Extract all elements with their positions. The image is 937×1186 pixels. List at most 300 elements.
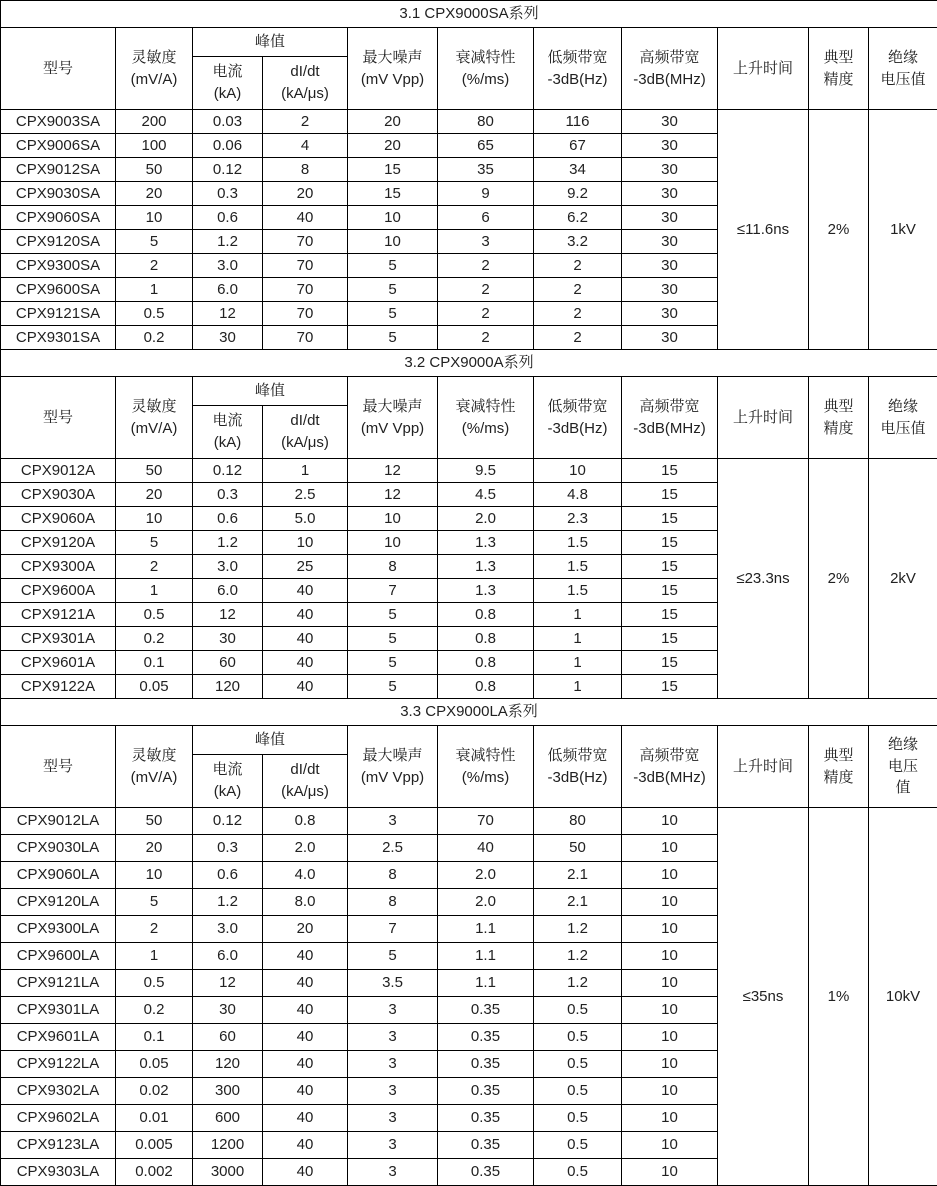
header-high-freq-bw-line: 高频带宽 xyxy=(624,745,715,767)
header-model xyxy=(1,726,116,808)
header-peak-line: 峰值 xyxy=(195,380,345,402)
header-max-noise xyxy=(348,28,438,110)
cell-low-freq-bw: 1.2 xyxy=(534,943,622,970)
cell-sensitivity: 5 xyxy=(116,889,193,916)
cell-max-noise: 3 xyxy=(348,1078,438,1105)
header-rise-time-line: 上升时间 xyxy=(720,407,806,429)
cell-sensitivity: 0.02 xyxy=(116,1078,193,1105)
cell-sensitivity: 0.5 xyxy=(116,970,193,997)
header-insulation-line: 绝缘 xyxy=(871,396,935,418)
cell-max-noise: 5 xyxy=(348,326,438,350)
section-title: 3.3 CPX9000LA系列 xyxy=(1,699,937,726)
header-attenuation xyxy=(438,377,534,459)
header-didt-line: (kA/μs) xyxy=(265,781,345,803)
cell-sensitivity: 5 xyxy=(116,531,193,555)
cell-current: 1.2 xyxy=(193,531,263,555)
cell-didt: 20 xyxy=(263,182,348,206)
cell-high-freq-bw: 10 xyxy=(622,916,718,943)
cell-low-freq-bw: 1.5 xyxy=(534,579,622,603)
cell-current: 1.2 xyxy=(193,230,263,254)
cell-max-noise: 2.5 xyxy=(348,835,438,862)
cell-max-noise: 3 xyxy=(348,1051,438,1078)
cell-attenuation: 0.35 xyxy=(438,1051,534,1078)
cell-sensitivity: 0.002 xyxy=(116,1159,193,1186)
header-insulation-line: 电压值 xyxy=(871,418,935,440)
cell-current: 0.06 xyxy=(193,134,263,158)
cell-high-freq-bw: 15 xyxy=(622,483,718,507)
cell-model: CPX9120SA xyxy=(1,230,116,254)
cell-low-freq-bw: 6.2 xyxy=(534,206,622,230)
header-low-freq-bw-line: 低频带宽 xyxy=(536,396,619,418)
cell-low-freq-bw: 1.2 xyxy=(534,970,622,997)
cell-didt: 40 xyxy=(263,1159,348,1186)
cell-attenuation: 2.0 xyxy=(438,889,534,916)
cell-didt: 40 xyxy=(263,943,348,970)
cell-high-freq-bw: 15 xyxy=(622,651,718,675)
cell-sensitivity: 1 xyxy=(116,278,193,302)
cell-sensitivity: 200 xyxy=(116,110,193,134)
cell-high-freq-bw: 30 xyxy=(622,326,718,350)
cell-low-freq-bw: 1 xyxy=(534,603,622,627)
cell-max-noise: 3 xyxy=(348,997,438,1024)
cell-high-freq-bw: 10 xyxy=(622,1159,718,1186)
cell-current: 3.0 xyxy=(193,916,263,943)
cell-model: CPX9121SA xyxy=(1,302,116,326)
cell-rise-time: ≤23.3ns xyxy=(718,459,809,699)
cell-current: 3000 xyxy=(193,1159,263,1186)
header-attenuation-line: 衰减特性 xyxy=(440,396,531,418)
header-high-freq-bw xyxy=(622,377,718,459)
cell-high-freq-bw: 10 xyxy=(622,1078,718,1105)
cell-didt: 20 xyxy=(263,916,348,943)
cell-attenuation: 2 xyxy=(438,254,534,278)
cell-didt: 70 xyxy=(263,326,348,350)
cell-attenuation: 9 xyxy=(438,182,534,206)
cell-low-freq-bw: 2 xyxy=(534,278,622,302)
header-model xyxy=(1,28,116,110)
cell-max-noise: 5 xyxy=(348,254,438,278)
cell-low-freq-bw: 9.2 xyxy=(534,182,622,206)
header-sensitivity-line: (mV/A) xyxy=(118,767,190,789)
header-low-freq-bw-line: -3dB(Hz) xyxy=(536,767,619,789)
cell-max-noise: 5 xyxy=(348,651,438,675)
cell-sensitivity: 1 xyxy=(116,579,193,603)
cell-low-freq-bw: 0.5 xyxy=(534,1159,622,1186)
cell-attenuation: 1.1 xyxy=(438,943,534,970)
cell-high-freq-bw: 10 xyxy=(622,835,718,862)
cell-low-freq-bw: 2.3 xyxy=(534,507,622,531)
cell-model: CPX9121LA xyxy=(1,970,116,997)
header-current-line: 电流 xyxy=(195,61,260,83)
header-high-freq-bw xyxy=(622,726,718,808)
cell-max-noise: 15 xyxy=(348,158,438,182)
header-low-freq-bw-line: -3dB(Hz) xyxy=(536,418,619,440)
header-rise-time xyxy=(718,377,809,459)
cell-high-freq-bw: 10 xyxy=(622,889,718,916)
cell-high-freq-bw: 15 xyxy=(622,675,718,699)
cell-high-freq-bw: 10 xyxy=(622,1024,718,1051)
cell-current: 0.12 xyxy=(193,158,263,182)
header-peak xyxy=(193,726,348,755)
cell-accuracy: 1% xyxy=(809,808,869,1186)
cell-sensitivity: 0.1 xyxy=(116,1024,193,1051)
cell-attenuation: 6 xyxy=(438,206,534,230)
header-rise-time xyxy=(718,28,809,110)
cell-low-freq-bw: 2.1 xyxy=(534,889,622,916)
cell-attenuation: 2 xyxy=(438,302,534,326)
header-max-noise-line: (mV Vpp) xyxy=(350,69,435,91)
cell-attenuation: 3 xyxy=(438,230,534,254)
cell-low-freq-bw: 1 xyxy=(534,627,622,651)
cell-attenuation: 0.35 xyxy=(438,1159,534,1186)
cell-model: CPX9301A xyxy=(1,627,116,651)
cell-high-freq-bw: 15 xyxy=(622,603,718,627)
header-didt xyxy=(263,57,348,110)
cell-current: 3.0 xyxy=(193,555,263,579)
cell-attenuation: 1.1 xyxy=(438,916,534,943)
cell-low-freq-bw: 1.2 xyxy=(534,916,622,943)
header-attenuation xyxy=(438,28,534,110)
cell-model: CPX9600LA xyxy=(1,943,116,970)
cell-didt: 70 xyxy=(263,302,348,326)
header-accuracy-line: 典型 xyxy=(811,47,866,69)
cell-rise-time: ≤11.6ns xyxy=(718,110,809,350)
cell-model: CPX9060SA xyxy=(1,206,116,230)
header-current xyxy=(193,406,263,459)
header-max-noise xyxy=(348,726,438,808)
cell-model: CPX9012LA xyxy=(1,808,116,835)
cell-low-freq-bw: 0.5 xyxy=(534,1078,622,1105)
header-sensitivity xyxy=(116,726,193,808)
cell-low-freq-bw: 0.5 xyxy=(534,1051,622,1078)
header-sensitivity-line: 灵敏度 xyxy=(118,396,190,418)
header-high-freq-bw-line: -3dB(MHz) xyxy=(624,69,715,91)
cell-model: CPX9300SA xyxy=(1,254,116,278)
cell-low-freq-bw: 0.5 xyxy=(534,1105,622,1132)
cell-high-freq-bw: 15 xyxy=(622,531,718,555)
cell-current: 6.0 xyxy=(193,278,263,302)
cell-didt: 5.0 xyxy=(263,507,348,531)
cell-model: CPX9030SA xyxy=(1,182,116,206)
cell-attenuation: 0.35 xyxy=(438,1078,534,1105)
cell-current: 30 xyxy=(193,326,263,350)
cell-accuracy: 2% xyxy=(809,459,869,699)
cell-current: 600 xyxy=(193,1105,263,1132)
cell-sensitivity: 0.2 xyxy=(116,627,193,651)
header-attenuation-line: 衰减特性 xyxy=(440,745,531,767)
header-high-freq-bw-line: 高频带宽 xyxy=(624,47,715,69)
cell-model: CPX9121A xyxy=(1,603,116,627)
header-sensitivity-line: 灵敏度 xyxy=(118,745,190,767)
header-insulation xyxy=(869,377,937,459)
section-title: 3.2 CPX9000A系列 xyxy=(1,350,937,377)
header-didt-line: dI/dt xyxy=(265,61,345,83)
cell-attenuation: 0.35 xyxy=(438,997,534,1024)
cell-model: CPX9120A xyxy=(1,531,116,555)
header-model-line: 型号 xyxy=(3,756,113,778)
cell-low-freq-bw: 1 xyxy=(534,651,622,675)
cell-attenuation: 40 xyxy=(438,835,534,862)
cell-max-noise: 3 xyxy=(348,1159,438,1186)
header-sensitivity xyxy=(116,377,193,459)
cell-attenuation: 0.8 xyxy=(438,627,534,651)
cell-sensitivity: 0.005 xyxy=(116,1132,193,1159)
header-accuracy xyxy=(809,377,869,459)
cell-current: 0.6 xyxy=(193,206,263,230)
cell-high-freq-bw: 30 xyxy=(622,230,718,254)
section-title: 3.1 CPX9000SA系列 xyxy=(1,1,937,28)
cell-high-freq-bw: 10 xyxy=(622,1132,718,1159)
cell-didt: 40 xyxy=(263,627,348,651)
cell-high-freq-bw: 30 xyxy=(622,110,718,134)
cell-low-freq-bw: 34 xyxy=(534,158,622,182)
cell-model: CPX9300LA xyxy=(1,916,116,943)
cell-high-freq-bw: 30 xyxy=(622,134,718,158)
cell-sensitivity: 0.01 xyxy=(116,1105,193,1132)
cell-didt: 40 xyxy=(263,1051,348,1078)
cell-didt: 40 xyxy=(263,970,348,997)
cell-low-freq-bw: 3.2 xyxy=(534,230,622,254)
cell-insulation-voltage: 1kV xyxy=(869,110,937,350)
header-max-noise xyxy=(348,377,438,459)
header-max-noise-line: 最大噪声 xyxy=(350,745,435,767)
cell-sensitivity: 0.05 xyxy=(116,675,193,699)
cell-didt: 40 xyxy=(263,579,348,603)
cell-low-freq-bw: 80 xyxy=(534,808,622,835)
section-title-row xyxy=(1,1,937,28)
cell-attenuation: 2 xyxy=(438,278,534,302)
cell-didt: 4 xyxy=(263,134,348,158)
cell-high-freq-bw: 30 xyxy=(622,302,718,326)
cell-didt: 40 xyxy=(263,675,348,699)
cell-low-freq-bw: 2 xyxy=(534,254,622,278)
cell-max-noise: 10 xyxy=(348,206,438,230)
header-didt-line: dI/dt xyxy=(265,410,345,432)
cell-sensitivity: 10 xyxy=(116,862,193,889)
header-attenuation-line: 衰减特性 xyxy=(440,47,531,69)
header-current-line: (kA) xyxy=(195,432,260,454)
cell-model: CPX9003SA xyxy=(1,110,116,134)
cell-max-noise: 5 xyxy=(348,627,438,651)
cell-low-freq-bw: 116 xyxy=(534,110,622,134)
cell-sensitivity: 0.2 xyxy=(116,326,193,350)
cell-max-noise: 8 xyxy=(348,555,438,579)
cell-low-freq-bw: 67 xyxy=(534,134,622,158)
cell-current: 120 xyxy=(193,1051,263,1078)
cell-didt: 40 xyxy=(263,206,348,230)
cell-max-noise: 5 xyxy=(348,943,438,970)
cell-didt: 4.0 xyxy=(263,862,348,889)
cell-didt: 1 xyxy=(263,459,348,483)
cell-sensitivity: 50 xyxy=(116,808,193,835)
cell-didt: 70 xyxy=(263,230,348,254)
cell-sensitivity: 5 xyxy=(116,230,193,254)
cell-max-noise: 15 xyxy=(348,182,438,206)
header-insulation-line: 电压值 xyxy=(871,69,935,91)
cell-attenuation: 0.8 xyxy=(438,603,534,627)
cell-model: CPX9030A xyxy=(1,483,116,507)
header-current xyxy=(193,755,263,808)
cell-max-noise: 12 xyxy=(348,483,438,507)
cell-max-noise: 10 xyxy=(348,507,438,531)
cell-didt: 40 xyxy=(263,1024,348,1051)
cell-model: CPX9302LA xyxy=(1,1078,116,1105)
cell-high-freq-bw: 15 xyxy=(622,627,718,651)
cell-model: CPX9601LA xyxy=(1,1024,116,1051)
cell-low-freq-bw: 1.5 xyxy=(534,555,622,579)
header-insulation-line: 绝缘 xyxy=(871,734,935,756)
cell-attenuation: 4.5 xyxy=(438,483,534,507)
cell-model: CPX9122LA xyxy=(1,1051,116,1078)
cell-didt: 10 xyxy=(263,531,348,555)
cell-model: CPX9303LA xyxy=(1,1159,116,1186)
cell-low-freq-bw: 50 xyxy=(534,835,622,862)
cell-current: 1.2 xyxy=(193,889,263,916)
cell-high-freq-bw: 10 xyxy=(622,943,718,970)
table-row xyxy=(1,808,937,835)
header-rise-time xyxy=(718,726,809,808)
cell-sensitivity: 10 xyxy=(116,507,193,531)
cell-high-freq-bw: 15 xyxy=(622,555,718,579)
cell-max-noise: 5 xyxy=(348,302,438,326)
cell-model: CPX9602LA xyxy=(1,1105,116,1132)
cell-high-freq-bw: 30 xyxy=(622,206,718,230)
cell-sensitivity: 0.5 xyxy=(116,302,193,326)
cell-max-noise: 5 xyxy=(348,675,438,699)
cell-max-noise: 5 xyxy=(348,603,438,627)
cell-current: 1200 xyxy=(193,1132,263,1159)
header-sensitivity-line: (mV/A) xyxy=(118,69,190,91)
cell-high-freq-bw: 30 xyxy=(622,158,718,182)
cell-model: CPX9122A xyxy=(1,675,116,699)
header-row-1 xyxy=(1,28,937,57)
header-max-noise-line: (mV Vpp) xyxy=(350,418,435,440)
cell-current: 30 xyxy=(193,997,263,1024)
cell-attenuation: 1.1 xyxy=(438,970,534,997)
header-peak-line: 峰值 xyxy=(195,729,345,751)
cell-attenuation: 2.0 xyxy=(438,862,534,889)
header-attenuation-line: (%/ms) xyxy=(440,418,531,440)
cell-high-freq-bw: 30 xyxy=(622,278,718,302)
cell-high-freq-bw: 30 xyxy=(622,182,718,206)
cell-high-freq-bw: 15 xyxy=(622,579,718,603)
cell-sensitivity: 0.05 xyxy=(116,1051,193,1078)
header-insulation-line: 值 xyxy=(871,777,935,799)
header-current xyxy=(193,57,263,110)
header-didt xyxy=(263,755,348,808)
header-max-noise-line: (mV Vpp) xyxy=(350,767,435,789)
cell-model: CPX9012A xyxy=(1,459,116,483)
cell-low-freq-bw: 0.5 xyxy=(534,997,622,1024)
header-low-freq-bw xyxy=(534,726,622,808)
cell-current: 3.0 xyxy=(193,254,263,278)
cell-didt: 2.5 xyxy=(263,483,348,507)
header-sensitivity-line: 灵敏度 xyxy=(118,47,190,69)
cell-model: CPX9301LA xyxy=(1,997,116,1024)
header-insulation-line: 绝缘 xyxy=(871,47,935,69)
header-row-1 xyxy=(1,726,937,755)
cell-low-freq-bw: 0.5 xyxy=(534,1024,622,1051)
cell-attenuation: 0.35 xyxy=(438,1105,534,1132)
cell-max-noise: 7 xyxy=(348,579,438,603)
cell-attenuation: 80 xyxy=(438,110,534,134)
cell-model: CPX9301SA xyxy=(1,326,116,350)
header-low-freq-bw-line: 低频带宽 xyxy=(536,47,619,69)
header-row-1 xyxy=(1,377,937,406)
cell-didt: 0.8 xyxy=(263,808,348,835)
header-max-noise-line: 最大噪声 xyxy=(350,47,435,69)
cell-model: CPX9060A xyxy=(1,507,116,531)
cell-attenuation: 35 xyxy=(438,158,534,182)
cell-didt: 40 xyxy=(263,1078,348,1105)
header-accuracy xyxy=(809,28,869,110)
header-model-line: 型号 xyxy=(3,58,113,80)
cell-didt: 2.0 xyxy=(263,835,348,862)
header-current-line: 电流 xyxy=(195,759,260,781)
header-model-line: 型号 xyxy=(3,407,113,429)
cell-model: CPX9123LA xyxy=(1,1132,116,1159)
header-rise-time-line: 上升时间 xyxy=(720,58,806,80)
cell-model: CPX9030LA xyxy=(1,835,116,862)
cell-max-noise: 10 xyxy=(348,531,438,555)
header-current-line: (kA) xyxy=(195,781,260,803)
header-sensitivity xyxy=(116,28,193,110)
cell-model: CPX9120LA xyxy=(1,889,116,916)
cell-sensitivity: 20 xyxy=(116,835,193,862)
cell-low-freq-bw: 1.5 xyxy=(534,531,622,555)
table-row xyxy=(1,459,937,483)
cell-attenuation: 0.8 xyxy=(438,675,534,699)
cell-current: 0.03 xyxy=(193,110,263,134)
cell-attenuation: 9.5 xyxy=(438,459,534,483)
cell-max-noise: 3 xyxy=(348,808,438,835)
cell-current: 12 xyxy=(193,603,263,627)
cell-model: CPX9012SA xyxy=(1,158,116,182)
cell-didt: 70 xyxy=(263,278,348,302)
cell-current: 300 xyxy=(193,1078,263,1105)
cell-high-freq-bw: 10 xyxy=(622,997,718,1024)
cell-current: 0.3 xyxy=(193,483,263,507)
header-accuracy xyxy=(809,726,869,808)
cell-sensitivity: 0.2 xyxy=(116,997,193,1024)
header-current-line: (kA) xyxy=(195,83,260,105)
header-attenuation-line: (%/ms) xyxy=(440,767,531,789)
cell-max-noise: 3.5 xyxy=(348,970,438,997)
cell-low-freq-bw: 1 xyxy=(534,675,622,699)
header-insulation-line: 电压 xyxy=(871,756,935,778)
section-title-row xyxy=(1,350,937,377)
cell-attenuation: 2 xyxy=(438,326,534,350)
cell-high-freq-bw: 10 xyxy=(622,1051,718,1078)
table-row xyxy=(1,110,937,134)
cell-high-freq-bw: 10 xyxy=(622,1105,718,1132)
cell-insulation-voltage: 10kV xyxy=(869,808,937,1186)
header-insulation xyxy=(869,726,937,808)
cell-current: 0.6 xyxy=(193,507,263,531)
cell-max-noise: 10 xyxy=(348,230,438,254)
cell-attenuation: 70 xyxy=(438,808,534,835)
header-peak-line: 峰值 xyxy=(195,31,345,53)
cell-current: 12 xyxy=(193,302,263,326)
cell-model: CPX9006SA xyxy=(1,134,116,158)
cell-insulation-voltage: 2kV xyxy=(869,459,937,699)
header-high-freq-bw-line: -3dB(MHz) xyxy=(624,767,715,789)
cell-attenuation: 1.3 xyxy=(438,531,534,555)
cell-current: 6.0 xyxy=(193,943,263,970)
cell-low-freq-bw: 0.5 xyxy=(534,1132,622,1159)
cell-max-noise: 20 xyxy=(348,134,438,158)
cell-attenuation: 0.35 xyxy=(438,1024,534,1051)
